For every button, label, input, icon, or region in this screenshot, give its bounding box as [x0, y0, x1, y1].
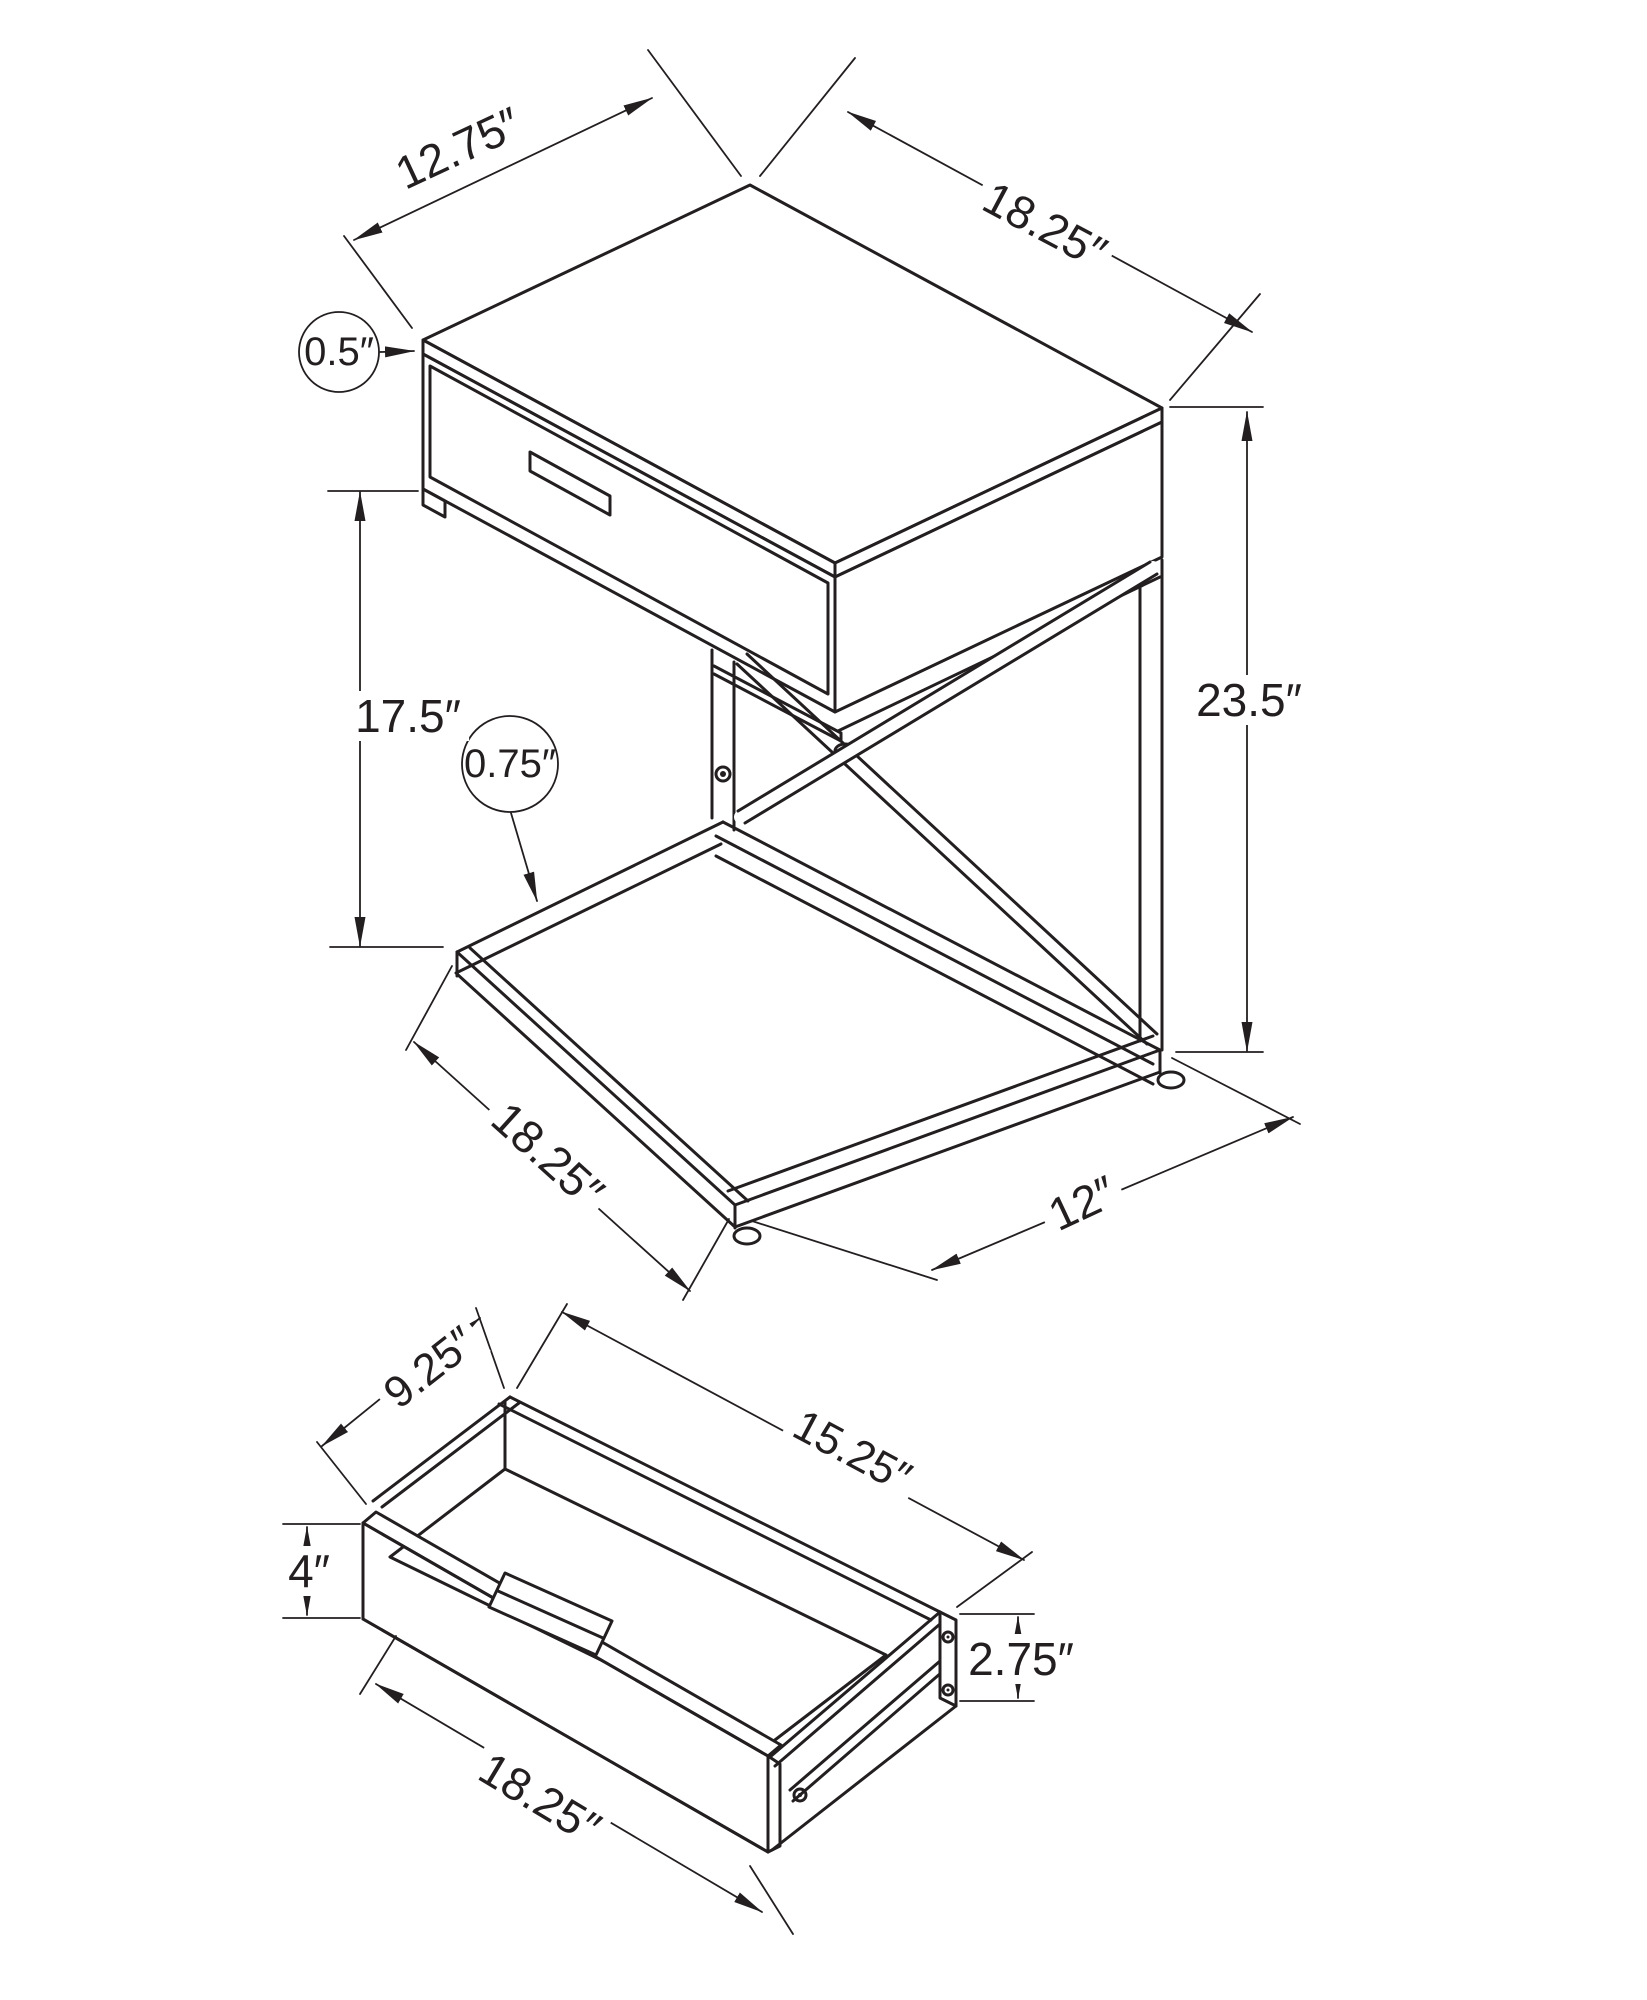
dim-label-drawer-side-height: 2.75″	[960, 1634, 1082, 1684]
table-view	[299, 50, 1300, 1300]
back-panel	[499, 1397, 940, 1620]
foot-east	[1158, 1072, 1184, 1088]
drawer-handle	[489, 1573, 612, 1655]
dim-label-drawer-inner-depth: 9.25″	[369, 1313, 491, 1423]
dim-label-base-width: 18.25″	[476, 1087, 619, 1223]
right-post	[1140, 560, 1162, 1050]
dim-label-total-height: 23.5″	[1188, 675, 1310, 725]
dim-label-top-width: 18.25″	[968, 168, 1122, 281]
dim-label-open-height: 17.5″	[347, 691, 469, 741]
right-panel-rail	[770, 1612, 956, 1850]
dim-label-top-depth: 12.75″	[381, 94, 536, 202]
back-post	[712, 650, 734, 830]
leader-top-thickness	[380, 351, 414, 352]
dim-label-drawer-front-height: 4″	[280, 1546, 338, 1596]
dim-label-frame-thickness: 0.75″	[463, 742, 557, 786]
dim-label-drawer-width: 18.25″	[464, 1739, 616, 1858]
dim-label-top-thickness: 0.5″	[304, 330, 374, 374]
drawer-floor	[390, 1469, 886, 1743]
foot-south	[734, 1228, 760, 1244]
dim-label-base-depth: 12″	[1034, 1163, 1131, 1244]
leader-frame-thickness	[511, 813, 537, 901]
dim-label-drawer-inner-width: 15.25″	[778, 1398, 926, 1507]
